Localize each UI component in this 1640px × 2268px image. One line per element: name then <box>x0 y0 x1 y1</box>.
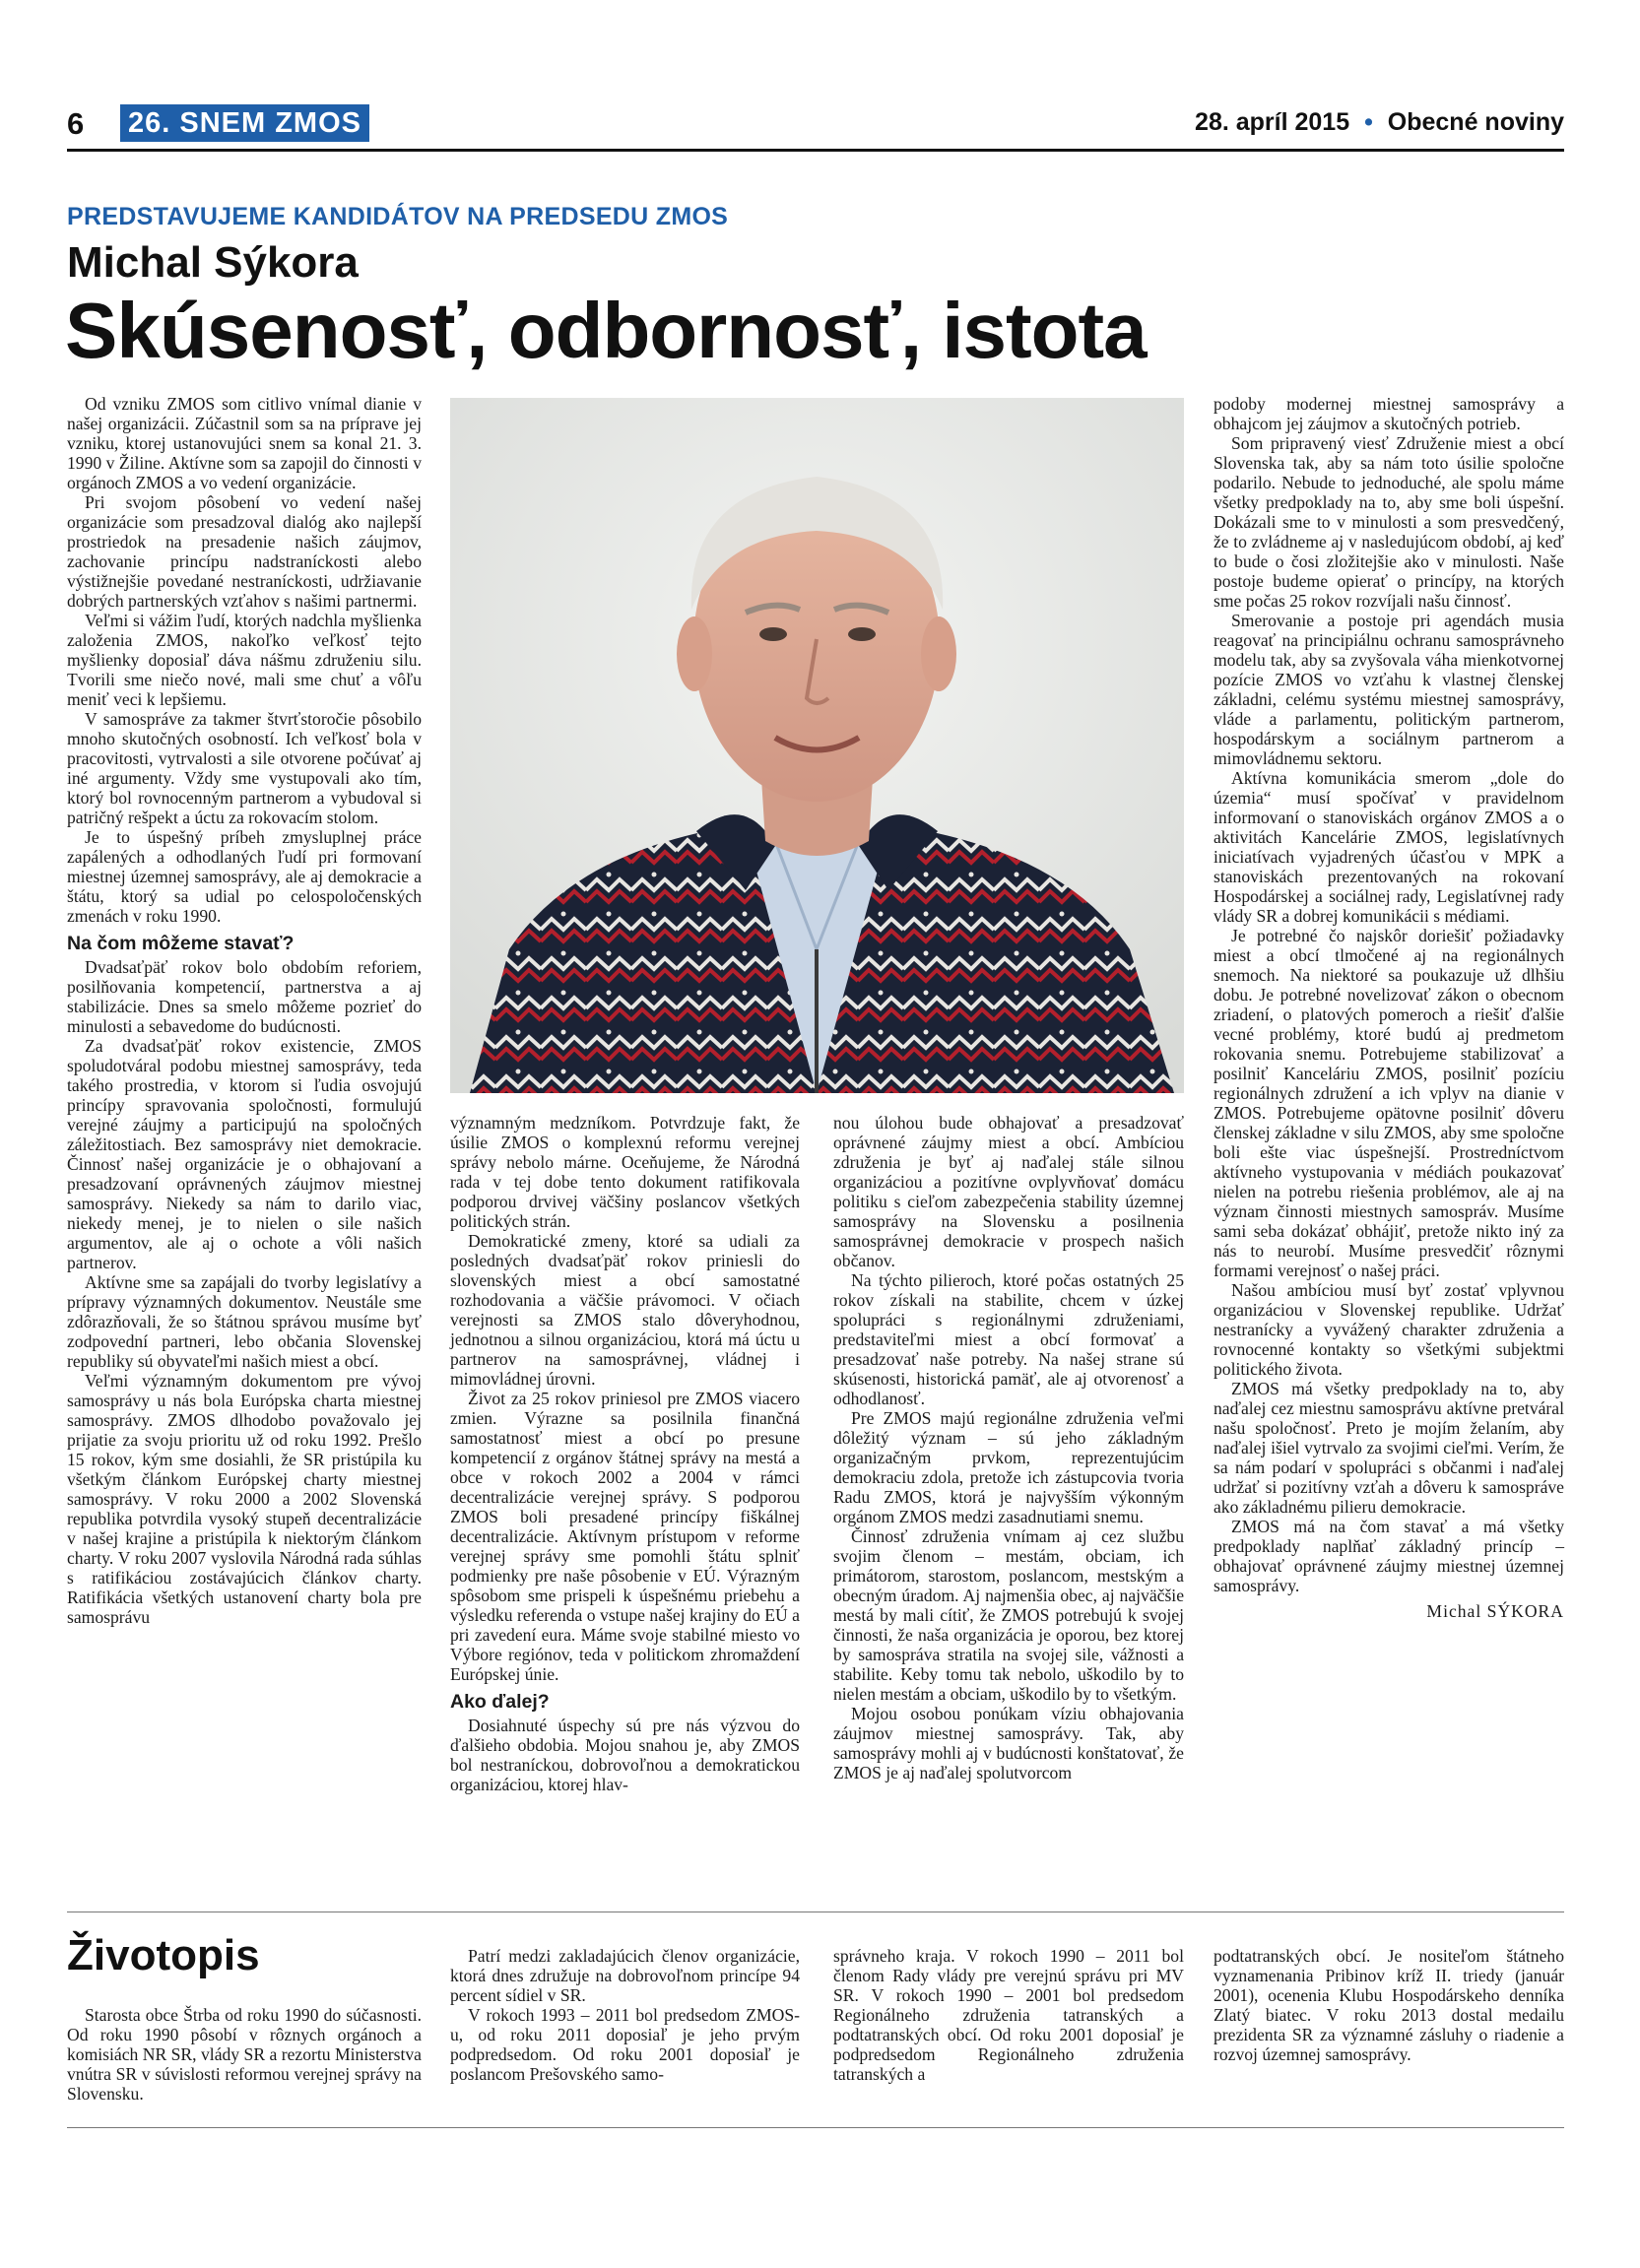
paragraph: Za dvadsaťpäť rokov existencie, ZMOS spoludotváral podobu miestnej samosprávy, teda takého prostredia, v ktorom si ľudia osvojujú princípy spravovania spoločnosti, formulujú verejné záujmy a participujú na spoločných záležitostiach. Bez samosprávy niet demokracie. Činnosť našej organizácie je o obhajovaní a presadzovaní oprávnených záujmov miestnej samosprávy. Niekedy sa nám to darilo viac, niekedy menej, je to nielen o sile našich argumentov, ale aj o ochote a vôli našich partnerov. <box>67 1036 422 1272</box>
paragraph: V rokoch 1993 – 2011 bol predsedom ZMOS-u, od roku 2011 doposiaľ je jeho prvým podpredsedom. Od roku 2001 doposiaľ je poslancom Prešovského samo- <box>450 2005 800 2084</box>
paragraph: Život za 25 rokov priniesol pre ZMOS viacero zmien. Výrazne sa posilnila finančná samostatnosť miest a obcí po presune kompetencií z orgánov štátnej správy na mestá a obce v rokoch 2002 a 2004 v rámci decentralizácie verejnej správy. S podporou ZMOS boli presadené princípy fiškálnej decentralizácie. Aktívnym prístupom v reforme verejnej správy sme pomohli štátu splniť podmienky pre naše pôsobenie v EÚ. Výrazným spôsobom sme prispeli k úspešnému priebehu a výsledku referenda o vstupe našej krajiny do EÚ a pri zavedení eura. Máme svoje stabilné miesto vo Výbore regiónov, teda v politickom zhromaždení Európskej únie. <box>450 1389 800 1684</box>
biography-column-3 <box>833 1946 1184 2084</box>
article-column-1 <box>67 394 422 1627</box>
paragraph: Demokratické zmeny, ktoré sa udiali za posledných dvadsaťpäť rokov priniesli do slovenských miest a obcí samostatné rozhodovania a väčšie právomoci. V očiach verejnosti sa ZMOS stalo dôveryhodnou, jednotnou a silnou organizáciou, ktorá má úctu u partnerov na samosprávnej, vládnej i mimovládnej úrovni. <box>450 1231 800 1389</box>
paragraph: Veľmi si vážim ľudí, ktorých nadchla myšlienka založenia ZMOS, nakoľko veľkosť tejto myšlienky doposiaľ dáva nášmu združeniu silu. Tvorili sme niečo nové, mali sme chuť a vôľu meniť veci k lepšiemu. <box>67 611 422 709</box>
paragraph: Činnosť združenia vnímam aj cez službu svojim členom – mestám, obciam, ich primátorom, starostom, poslancom, mestským a obecným úradom. Aj najmenšia obec, aj najväčšie mestá by mali cítiť, že ZMOS potrebujú k svojej činnosti, že naša organizácia je oporou, bez ktorej by samospráva stratila na svojej sile, vážnosti a stabilite. Keby tomu tak nebolo, uškodilo by to nielen mestám a obciam, uškodilo by to všetkým. <box>833 1526 1184 1704</box>
paragraph: Na týchto pilieroch, ktoré počas ostatných 25 rokov získali na stabilite, chcem v úzkej spolupráci s regionálnymi združeniami, predstaviteľmi miest a obcí formovať a presadzovať naše potreby. Na našej strane sú skúsenosti, historická pamäť, ale aj otvorenosť a odhodlanosť. <box>833 1270 1184 1408</box>
paragraph: Dvadsaťpäť rokov bolo obdobím reforiem, posilňovania kompetencií, partnerstva a aj stabilizácie. Dnes sa smelo môžeme pozrieť do minulosti a sebavedome do budúcnosti. <box>67 957 422 1036</box>
biography-column-4 <box>1214 1946 1564 2064</box>
article-kicker: PREDSTAVUJEME KANDIDÁTOV NA PREDSEDU ZMOS <box>67 203 729 230</box>
article-column-4 <box>1214 394 1564 1621</box>
paragraph: nou úlohou bude obhajovať a presadzovať oprávnené záujmy miest a obcí. Ambíciou združenia je byť aj naďalej stále silnou organizáciou a pozitívne ovplyvňovať domácu politiku s cieľom zabezpečenia stability územnej samosprávy na Slovensku a posilnenia samosprávnej demokracie v prospech našich občanov. <box>833 1113 1184 1270</box>
header-separator: • <box>1364 108 1373 136</box>
paragraph: Je potrebné čo najskôr doriešiť požiadavky miest a obcí tlmočené aj na regionálnych snemoch. Na niektoré sa poukazuje už dlhšiu dobu. Je potrebné novelizovať zákon o obecnom zriadení, o platových pomeroch a riešiť ďalšie vecné problémy, ktoré budú aj predmetom rokovania snemu. Potrebujeme stabilizovať a posilniť Kanceláriu ZMOS, posilniť pozíciu regionálnych združení a ich vplyv na dianie v ZMOS. Potrebujeme opätovne posilniť dôveru členskej základne v silu ZMOS, aby sme spoločne boli ešte viac úspešnejší. Prostredníctvom aktívneho vystupovania v médiách poukazovať nielen na potrebu riešenia problémov, ale aj na význam činnosti miestnych samospráv. Musíme sami seba dokázať obhájiť, pretože nikto iný za nás to neurobí. Musíme presvedčiť rôznymi formami verejnosť o našej práci. <box>1214 926 1564 1280</box>
paragraph: Od vzniku ZMOS som citlivo vnímal dianie v našej organizácii. Zúčastnil som sa na príprave jej vzniku, ktorej ustanovujúci snem sa konal 21. 3. 1990 v Žiline. Aktívne som sa zapojil do činnosti v orgánoch ZMOS a vo vedení organizácie. <box>67 394 422 492</box>
biography-bottom-rule <box>67 2127 1564 2128</box>
paragraph: podoby modernej miestnej samosprávy a obhajcom jej záujmov a skutočných potrieb. <box>1214 394 1564 433</box>
paragraph: Veľmi významným dokumentom pre vývoj samosprávy u nás bola Európska charta miestnej samosprávy. ZMOS dlhodobo považovalo jej prijatie za svoju prioritu už od roku 1992. Prešlo 15 rokov, kým sme dosiahli, že SR pristúpila ku všetkým článkom Európskej charty miestnej samosprávy. V roku 2000 a 2002 Slovenská republika potvrdila vysoký stupeň decentralizácie v našej krajine a pristúpila k niektorým článkom charty. V roku 2007 vyslovila Národná rada súhlas s ratifikáciou zostávajúcich článkov charty. Ratifikácia všetkých ustanovení charty bola pre samosprávu <box>67 1371 422 1627</box>
paragraph: významným medzníkom. Potvrdzuje fakt, že úsilie ZMOS o komplexnú reformu verejnej správy nebolo márne. Oceňujeme, že Národná rada v tej dobe tento dokument ratifikovala podporou drvivej väčšiny poslancov všetkých politických strán. <box>450 1113 800 1231</box>
issue-date: 28. apríl 2015 <box>1195 108 1350 136</box>
candidate-name: Michal Sýkora <box>67 238 359 287</box>
paragraph: ZMOS má všetky predpoklady na to, aby naďalej cez miestnu samosprávu aktívne pretváral našu spoločnosť. Preto je mojím želaním, aby naďalej išiel vytrvalo za svojimi cieľmi. Verím, že sa nám podarí v spolupráci s občanmi i naďalej udržať si pozitívny vzťah a dôveru k samospráve ako základnému pilieru demokracie. <box>1214 1379 1564 1517</box>
paragraph: Aktívna komunikácia smerom „dole do územia“ musí spočívať v pravidelnom informovaní o stanoviskách orgánov ZMOS a o aktivitách Kancelárie ZMOS, legislatívnych iniciatívach vyjadrených účasťou v MPK a stanoviskách prezentovaných na rokovaní Hospodárskej a sociálnej rady, Legislatívnej rady vlády SR a dobrej komunikácii s médiami. <box>1214 768 1564 926</box>
paragraph: Pri svojom pôsobení vo vedení našej organizácie som presadzoval dialóg ako najlepší prostriedok na presadenie našich záujmov, zachovanie princípu nadstraníckosti alebo výstižnejšie povedané nestraníckosti, udržiavanie dobrých partnerských vzťahov s našimi partnermi. <box>67 492 422 611</box>
paragraph: ZMOS má na čom stavať a má všetky predpoklady naplňať základný princíp – obhajovať oprávnené záujmy miestnej územnej samosprávy. <box>1214 1517 1564 1595</box>
article-column-2 <box>450 1113 800 1794</box>
article-headline: Skúsenosť, odbornosť, istota <box>65 287 1147 374</box>
paragraph: Pre ZMOS majú regionálne združenia veľmi dôležitý význam – sú jeho základným organizačným prvkom, reprezentujúcim demokraciu zdola, pretože ich zástupcovia tvoria Radu ZMOS, ktorá je najvyšším výkonným orgánom ZMOS medzi zasadnutiami snemu. <box>833 1408 1184 1526</box>
paragraph: Je to úspešný príbeh zmysluplnej práce zapálených a odhodlaných ľudí pri formovaní miestnej územnej samosprávy, ale aj demokracie a štátu, ktorý sa udial po celospoločenských zmenách v roku 1990. <box>67 827 422 926</box>
paragraph: Starosta obce Štrba od roku 1990 do súčasnosti. Od roku 1990 pôsobí v rôznych orgánoch a komisiách NR SR, vlády SR a rezortu Ministerstva vnútra SR v súvislosti reformou verejnej správy na Slovensku. <box>67 2005 422 2104</box>
candidate-photo <box>450 398 1184 1093</box>
author-signature: Michal SÝKORA <box>1426 1601 1564 1621</box>
subheading: Na čom môžeme stavať? <box>67 933 295 954</box>
header-rule <box>67 149 1564 152</box>
publication-name: Obecné noviny <box>1387 108 1564 136</box>
portrait-illustration <box>450 398 1184 1093</box>
paragraph: V samospráve za takmer štvrťstoročie pôsobilo mnoho skutočných osobností. Ich veľkosť bola v pracovitosti, vytrvalosti a sile otvorene počúvať aj iné argumenty. Vždy sme vystupovali ako tím, ktorý bol rovnocenným partnerom a vybudoval si patričný rešpekt a úctu za rokovacím stolom. <box>67 709 422 827</box>
issue-info <box>1195 108 1564 137</box>
paragraph: Aktívne sme sa zapájali do tvorby legislatívy a prípravy významných dokumentov. Neustále sme zdôrazňovali, že so štátnou správou musíme byť zodpovední partneri, lebo občania Slovenskej republiky sú obyvateľmi našich miest a obcí. <box>67 1272 422 1371</box>
page-number: 6 <box>67 106 85 141</box>
paragraph: podtatranských obcí. Je nositeľom štátneho vyznamenania Pribinov kríž II. triedy (január 2001), ocenenia Klubu Hospodárskeho denníka Zlatý biatec. V roku 2013 dostal medailu prezidenta SR za významné zásluhy o riadenie a rozvoj územnej samosprávy. <box>1214 1946 1564 2064</box>
paragraph: Patrí medzi zakladajúcich členov organizácie, ktorá dnes združuje na dobrovoľnom princípe 94 percent sídiel v SR. <box>450 1946 800 2005</box>
subheading: Ako ďalej? <box>450 1691 550 1713</box>
biography-title: Životopis <box>67 1931 260 1979</box>
article-column-3 <box>833 1113 1184 1782</box>
paragraph: Som pripravený viesť Združenie miest a obcí Slovenska tak, aby sa nám toto úsilie spoločne podarilo. Nebude to jednoduché, ale spolu máme všetky predpoklady na to, aby sme boli úspešní. Dokázali sme to v minulosti a som presvedčený, že to zvládneme aj v nasledujúcom období, aj keď to bude o čosi zložitejšie ako v minulosti. Naše postoje budeme opierať o princípy, na ktorých sme počas 25 rokov rozvíjali našu činnosť. <box>1214 433 1564 611</box>
biography-column-1 <box>67 2005 422 2104</box>
paragraph: Smerovanie a postoje pri agendách musia reagovať na principiálnu ochranu samosprávneho modelu tak, aby sa zvyšovala váha mienkotvornej pozície ZMOS vo vzťahu k vlastnej členskej základni, celému systému miestnej samosprávy, vláde a parlamentu, politickým partnerom, hospodárskym a sociálnym partnerom a mimovládnemu sektoru. <box>1214 611 1564 768</box>
paragraph: Mojou osobou ponúkam víziu obhajovania záujmov miestnej samosprávy. Tak, aby samosprávy mohli aj v budúcnosti konštatovať, že ZMOS je aj naďalej spolutvorcom <box>833 1704 1184 1782</box>
section-tag: 26. SNEM ZMOS <box>120 104 369 142</box>
biography-column-2 <box>450 1946 800 2084</box>
paragraph: Našou ambíciou musí byť zostať vplyvnou organizáciou v Slovenskej republike. Udržať nestranícky a vyvážený charakter združenia a rovnocenné kontakty so všetkými subjektmi politického života. <box>1214 1280 1564 1379</box>
page-header <box>67 106 1564 150</box>
paragraph: správneho kraja. V rokoch 1990 – 2011 bol členom Rady vlády pre verejnú správu pri MV SR. V rokoch 1990 – 2001 bol predsedom Regionálneho združenia tatranských a podtatranských obcí. Od roku 2001 doposiaľ je podpredsedom Regionálneho združenia tatranských a <box>833 1946 1184 2084</box>
paragraph: Dosiahnuté úspechy sú pre nás výzvou do ďalšieho obdobia. Mojou snahou je, aby ZMOS bol nestraníckou, dobrovoľnou a demokratickou organizáciou, ktorej hlav- <box>450 1716 800 1794</box>
